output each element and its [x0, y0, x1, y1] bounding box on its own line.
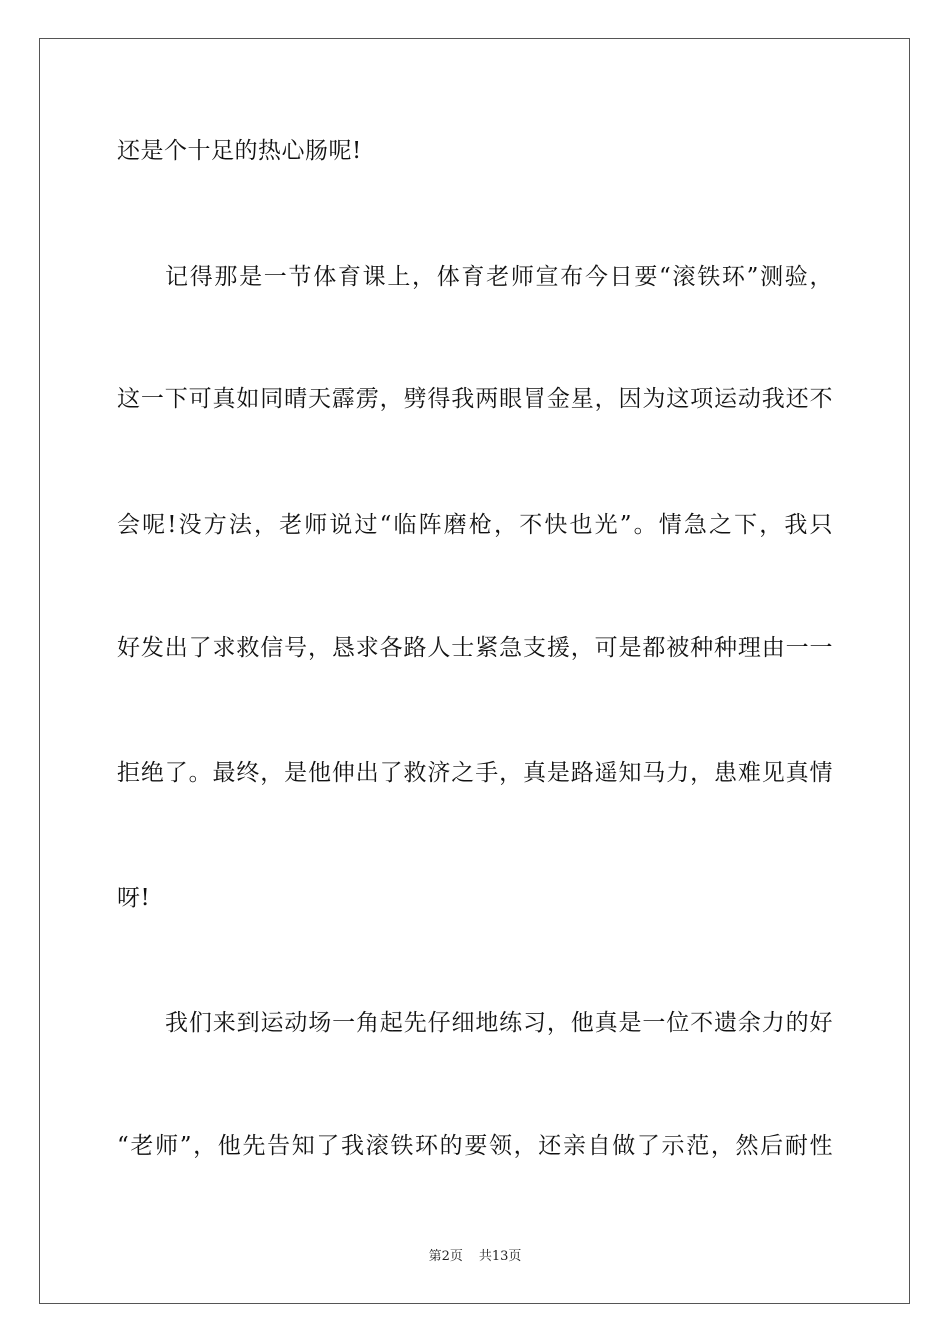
paragraph-line: 记得那是一节体育课上，体育老师宣布今日要“滚铁环”测验，: [165, 264, 833, 290]
paragraph-line: 会呢!没方法，老师说过“临阵磨枪，不快也光”。情急之下，我只: [117, 512, 833, 538]
paragraph-line: 好发出了求救信号，恳求各路人士紧急支援，可是都被种种理由一一: [117, 635, 833, 661]
page-border: [39, 38, 910, 1304]
paragraph-line: “老师”，他先告知了我滚铁环的要领，还亲自做了示范，然后耐性: [117, 1133, 833, 1159]
page-number: 第2页: [428, 1249, 463, 1264]
paragraph-line: 还是个十足的热心肠呢!: [117, 138, 362, 164]
page-total: 共13页: [478, 1249, 522, 1264]
paragraph-line: 呀!: [117, 885, 151, 911]
paragraph-line: 我们来到运动场一角起先仔细地练习，他真是一位不遗余力的好: [165, 1010, 833, 1036]
paragraph-line: 拒绝了。最终，是他伸出了救济之手，真是路遥知马力，患难见真情: [117, 760, 833, 786]
paragraph-line: 这一下可真如同晴天霹雳，劈得我两眼冒金星，因为这项运动我还不: [117, 386, 833, 412]
page-footer: [0, 1248, 950, 1266]
